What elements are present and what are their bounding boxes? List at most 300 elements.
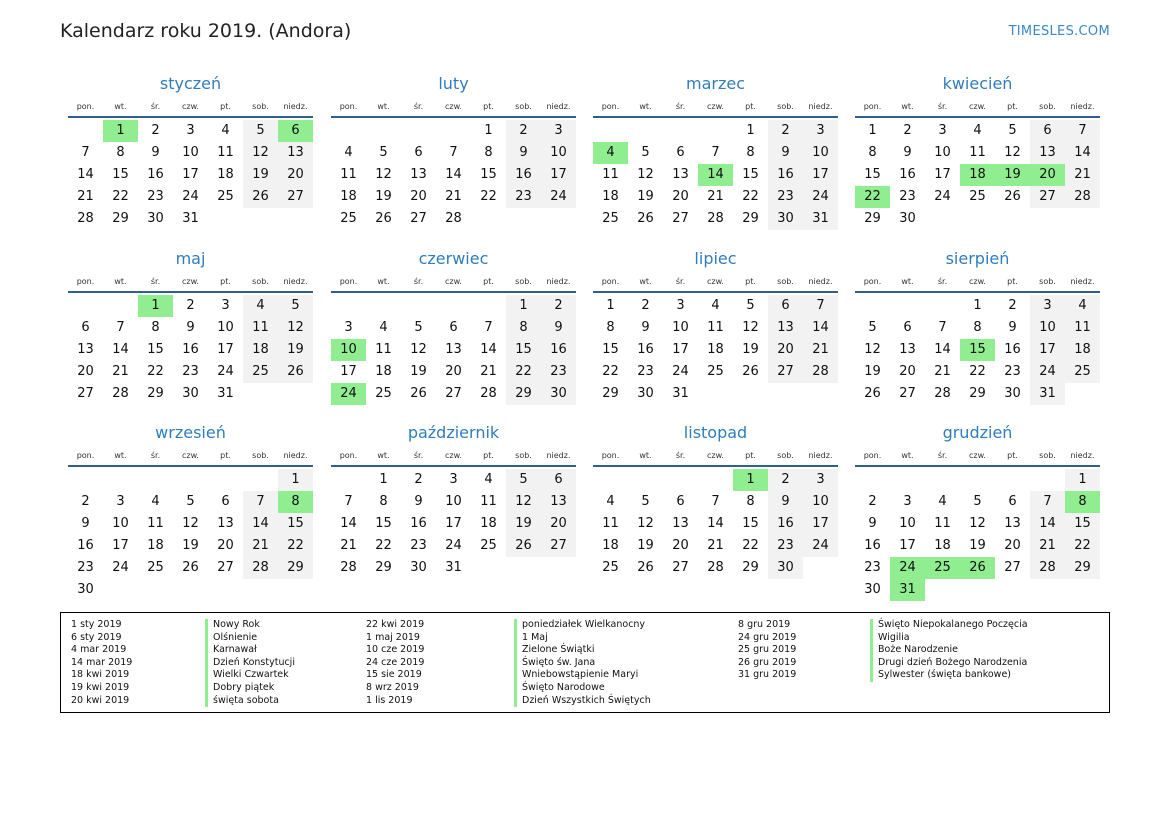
day-cell[interactable]: 15 xyxy=(960,339,995,361)
day-cell[interactable]: 26 xyxy=(742,364,759,379)
day-cell[interactable]: 25 xyxy=(217,189,234,204)
day-cell[interactable]: 1 xyxy=(484,123,493,138)
day-cell[interactable]: 2 xyxy=(768,120,803,142)
day-cell[interactable]: 31 xyxy=(445,560,462,575)
day-cell[interactable]: 15 xyxy=(480,167,497,182)
day-cell[interactable]: 29 xyxy=(969,386,986,401)
day-cell[interactable]: 3 xyxy=(541,120,576,142)
day-cell[interactable]: 4 xyxy=(344,145,353,160)
day-cell[interactable]: 18 xyxy=(340,189,357,204)
day-cell[interactable]: 19 xyxy=(375,189,392,204)
day-cell[interactable]: 1 xyxy=(606,298,615,313)
day-cell[interactable]: 11 xyxy=(480,494,497,509)
day-cell[interactable]: 21 xyxy=(77,189,94,204)
day-cell[interactable]: 11 xyxy=(969,145,986,160)
day-cell[interactable]: 7 xyxy=(711,494,720,509)
day-cell[interactable]: 26 xyxy=(960,557,995,579)
day-cell[interactable]: 22 xyxy=(742,189,759,204)
day-cell[interactable]: 3 xyxy=(186,123,195,138)
day-cell[interactable]: 21 xyxy=(707,189,724,204)
day-cell[interactable]: 5 xyxy=(379,145,388,160)
day-cell[interactable]: 17 xyxy=(899,538,916,553)
day-cell[interactable]: 28 xyxy=(803,361,838,383)
day-cell[interactable]: 13 xyxy=(278,142,313,164)
day-cell[interactable]: 25 xyxy=(602,211,619,226)
day-cell[interactable]: 23 xyxy=(899,189,916,204)
day-cell[interactable]: 27 xyxy=(1004,560,1021,575)
day-cell[interactable]: 5 xyxy=(1008,123,1017,138)
day-cell[interactable]: 16 xyxy=(637,342,654,357)
day-cell[interactable]: 25 xyxy=(969,189,986,204)
day-cell[interactable]: 1 xyxy=(379,472,388,487)
day-cell[interactable]: 2 xyxy=(186,298,195,313)
day-cell[interactable]: 8 xyxy=(151,320,160,335)
day-cell[interactable]: 9 xyxy=(506,142,541,164)
day-cell[interactable]: 6 xyxy=(768,295,803,317)
day-cell[interactable]: 26 xyxy=(375,211,392,226)
day-cell[interactable]: 14 xyxy=(934,342,951,357)
day-cell[interactable]: 25 xyxy=(243,361,278,383)
day-cell[interactable]: 6 xyxy=(676,145,685,160)
day-cell[interactable]: 2 xyxy=(641,298,650,313)
day-cell[interactable]: 30 xyxy=(77,582,94,597)
day-cell[interactable]: 2 xyxy=(868,494,877,509)
day-cell[interactable]: 5 xyxy=(414,320,423,335)
day-cell[interactable]: 16 xyxy=(410,516,427,531)
day-cell[interactable]: 30 xyxy=(637,386,654,401)
day-cell[interactable]: 18 xyxy=(960,164,995,186)
day-cell[interactable]: 9 xyxy=(768,142,803,164)
day-cell[interactable]: 8 xyxy=(973,320,982,335)
day-cell[interactable]: 21 xyxy=(707,538,724,553)
day-cell[interactable]: 8 xyxy=(278,491,313,513)
day-cell[interactable]: 12 xyxy=(637,167,654,182)
day-cell[interactable]: 6 xyxy=(221,494,230,509)
day-cell[interactable]: 7 xyxy=(938,320,947,335)
day-cell[interactable]: 21 xyxy=(112,364,129,379)
day-cell[interactable]: 3 xyxy=(676,298,685,313)
day-cell[interactable]: 11 xyxy=(1065,317,1100,339)
day-cell[interactable]: 12 xyxy=(182,516,199,531)
day-cell[interactable]: 20 xyxy=(77,364,94,379)
day-cell[interactable]: 18 xyxy=(375,364,392,379)
day-cell[interactable]: 3 xyxy=(344,320,353,335)
day-cell[interactable]: 3 xyxy=(116,494,125,509)
day-cell[interactable]: 1 xyxy=(746,123,755,138)
day-cell[interactable]: 15 xyxy=(864,167,881,182)
day-cell[interactable]: 2 xyxy=(1008,298,1017,313)
day-cell[interactable]: 22 xyxy=(742,538,759,553)
day-cell[interactable]: 27 xyxy=(410,211,427,226)
day-cell[interactable]: 4 xyxy=(379,320,388,335)
day-cell[interactable]: 30 xyxy=(410,560,427,575)
day-cell[interactable]: 24 xyxy=(890,557,925,579)
day-cell[interactable]: 28 xyxy=(707,560,724,575)
day-cell[interactable]: 28 xyxy=(934,386,951,401)
day-cell[interactable]: 11 xyxy=(707,320,724,335)
day-cell[interactable]: 6 xyxy=(541,469,576,491)
day-cell[interactable]: 3 xyxy=(449,472,458,487)
day-cell[interactable]: 23 xyxy=(410,538,427,553)
day-cell[interactable]: 10 xyxy=(217,320,234,335)
day-cell[interactable]: 7 xyxy=(449,145,458,160)
day-cell[interactable]: 17 xyxy=(217,342,234,357)
day-cell[interactable]: 12 xyxy=(742,320,759,335)
day-cell[interactable]: 9 xyxy=(414,494,423,509)
day-cell[interactable]: 4 xyxy=(711,298,720,313)
day-cell[interactable]: 8 xyxy=(116,145,125,160)
day-cell[interactable]: 12 xyxy=(637,516,654,531)
day-cell[interactable]: 30 xyxy=(541,383,576,405)
day-cell[interactable]: 26 xyxy=(1004,189,1021,204)
day-cell[interactable]: 13 xyxy=(768,317,803,339)
day-cell[interactable]: 27 xyxy=(541,535,576,557)
day-cell[interactable]: 1 xyxy=(1065,469,1100,491)
day-cell[interactable]: 30 xyxy=(147,211,164,226)
day-cell[interactable]: 6 xyxy=(81,320,90,335)
day-cell[interactable]: 5 xyxy=(243,120,278,142)
day-cell[interactable]: 25 xyxy=(480,538,497,553)
day-cell[interactable]: 8 xyxy=(746,494,755,509)
day-cell[interactable]: 28 xyxy=(77,211,94,226)
day-cell[interactable]: 20 xyxy=(217,538,234,553)
day-cell[interactable]: 19 xyxy=(742,342,759,357)
day-cell[interactable]: 21 xyxy=(934,364,951,379)
day-cell[interactable]: 13 xyxy=(77,342,94,357)
day-cell[interactable]: 3 xyxy=(903,494,912,509)
day-cell[interactable]: 12 xyxy=(864,342,881,357)
day-cell[interactable]: 29 xyxy=(742,211,759,226)
day-cell[interactable]: 23 xyxy=(182,364,199,379)
day-cell[interactable]: 4 xyxy=(593,142,628,164)
day-cell[interactable]: 7 xyxy=(81,145,90,160)
day-cell[interactable]: 12 xyxy=(506,491,541,513)
day-cell[interactable]: 1 xyxy=(868,123,877,138)
day-cell[interactable]: 10 xyxy=(803,491,838,513)
day-cell[interactable]: 7 xyxy=(1030,491,1065,513)
day-cell[interactable]: 21 xyxy=(243,535,278,557)
day-cell[interactable]: 19 xyxy=(243,164,278,186)
day-cell[interactable]: 13 xyxy=(899,342,916,357)
day-cell[interactable]: 30 xyxy=(182,386,199,401)
day-cell[interactable]: 14 xyxy=(707,516,724,531)
day-cell[interactable]: 16 xyxy=(899,167,916,182)
day-cell[interactable]: 2 xyxy=(506,120,541,142)
day-cell[interactable]: 24 xyxy=(182,189,199,204)
day-cell[interactable]: 19 xyxy=(182,538,199,553)
day-cell[interactable]: 30 xyxy=(864,582,881,597)
day-cell[interactable]: 1 xyxy=(506,295,541,317)
day-cell[interactable]: 14 xyxy=(698,164,733,186)
day-cell[interactable]: 27 xyxy=(445,386,462,401)
day-cell[interactable]: 22 xyxy=(375,538,392,553)
day-cell[interactable]: 10 xyxy=(899,516,916,531)
day-cell[interactable]: 12 xyxy=(1004,145,1021,160)
day-cell[interactable]: 26 xyxy=(637,211,654,226)
day-cell[interactable]: 13 xyxy=(672,516,689,531)
day-cell[interactable]: 27 xyxy=(217,560,234,575)
day-cell[interactable]: 17 xyxy=(340,364,357,379)
day-cell[interactable]: 16 xyxy=(541,339,576,361)
day-cell[interactable]: 5 xyxy=(973,494,982,509)
day-cell[interactable]: 22 xyxy=(855,186,890,208)
day-cell[interactable]: 19 xyxy=(278,339,313,361)
day-cell[interactable]: 2 xyxy=(81,494,90,509)
day-cell[interactable]: 19 xyxy=(995,164,1030,186)
day-cell[interactable]: 12 xyxy=(969,516,986,531)
day-cell[interactable]: 29 xyxy=(147,386,164,401)
day-cell[interactable]: 29 xyxy=(864,211,881,226)
day-cell[interactable]: 17 xyxy=(672,342,689,357)
day-cell[interactable]: 20 xyxy=(672,538,689,553)
day-cell[interactable]: 31 xyxy=(1030,383,1065,405)
day-cell[interactable]: 9 xyxy=(868,516,877,531)
day-cell[interactable]: 5 xyxy=(641,145,650,160)
day-cell[interactable]: 25 xyxy=(602,560,619,575)
day-cell[interactable]: 24 xyxy=(1030,361,1065,383)
day-cell[interactable]: 22 xyxy=(602,364,619,379)
day-cell[interactable]: 8 xyxy=(1065,491,1100,513)
day-cell[interactable]: 20 xyxy=(768,339,803,361)
day-cell[interactable]: 20 xyxy=(410,189,427,204)
day-cell[interactable]: 19 xyxy=(506,513,541,535)
day-cell[interactable]: 6 xyxy=(449,320,458,335)
day-cell[interactable]: 10 xyxy=(1030,317,1065,339)
day-cell[interactable]: 10 xyxy=(445,494,462,509)
day-cell[interactable]: 24 xyxy=(445,538,462,553)
day-cell[interactable]: 4 xyxy=(484,472,493,487)
day-cell[interactable]: 25 xyxy=(375,386,392,401)
day-cell[interactable]: 25 xyxy=(147,560,164,575)
day-cell[interactable]: 18 xyxy=(934,538,951,553)
day-cell[interactable]: 20 xyxy=(899,364,916,379)
day-cell[interactable]: 29 xyxy=(506,383,541,405)
day-cell[interactable]: 12 xyxy=(375,167,392,182)
day-cell[interactable]: 14 xyxy=(112,342,129,357)
day-cell[interactable]: 29 xyxy=(278,557,313,579)
day-cell[interactable]: 31 xyxy=(890,579,925,601)
day-cell[interactable]: 24 xyxy=(803,186,838,208)
day-cell[interactable]: 16 xyxy=(768,513,803,535)
day-cell[interactable]: 19 xyxy=(864,364,881,379)
day-cell[interactable]: 21 xyxy=(480,364,497,379)
day-cell[interactable]: 25 xyxy=(925,557,960,579)
day-cell[interactable]: 17 xyxy=(445,516,462,531)
day-cell[interactable]: 14 xyxy=(480,342,497,357)
day-cell[interactable]: 22 xyxy=(147,364,164,379)
day-cell[interactable]: 21 xyxy=(1030,535,1065,557)
day-cell[interactable]: 22 xyxy=(1065,535,1100,557)
day-cell[interactable]: 22 xyxy=(506,361,541,383)
day-cell[interactable]: 23 xyxy=(768,186,803,208)
day-cell[interactable]: 10 xyxy=(541,142,576,164)
day-cell[interactable]: 21 xyxy=(1065,164,1100,186)
day-cell[interactable]: 6 xyxy=(676,494,685,509)
day-cell[interactable]: 16 xyxy=(864,538,881,553)
day-cell[interactable]: 16 xyxy=(182,342,199,357)
day-cell[interactable]: 17 xyxy=(803,164,838,186)
day-cell[interactable]: 18 xyxy=(707,342,724,357)
day-cell[interactable]: 17 xyxy=(182,167,199,182)
day-cell[interactable]: 28 xyxy=(1065,186,1100,208)
day-cell[interactable]: 20 xyxy=(672,189,689,204)
site-link[interactable]: TIMESLES.COM xyxy=(1008,24,1110,39)
day-cell[interactable]: 8 xyxy=(506,317,541,339)
day-cell[interactable]: 8 xyxy=(868,145,877,160)
day-cell[interactable]: 9 xyxy=(541,317,576,339)
day-cell[interactable]: 15 xyxy=(112,167,129,182)
day-cell[interactable]: 18 xyxy=(602,189,619,204)
day-cell[interactable]: 17 xyxy=(112,538,129,553)
day-cell[interactable]: 7 xyxy=(116,320,125,335)
day-cell[interactable]: 7 xyxy=(484,320,493,335)
day-cell[interactable]: 14 xyxy=(340,516,357,531)
day-cell[interactable]: 2 xyxy=(768,469,803,491)
day-cell[interactable]: 7 xyxy=(1065,120,1100,142)
day-cell[interactable]: 2 xyxy=(541,295,576,317)
day-cell[interactable]: 13 xyxy=(410,167,427,182)
day-cell[interactable]: 29 xyxy=(742,560,759,575)
day-cell[interactable]: 3 xyxy=(1030,295,1065,317)
day-cell[interactable]: 23 xyxy=(1004,364,1021,379)
day-cell[interactable]: 21 xyxy=(803,339,838,361)
day-cell[interactable]: 9 xyxy=(903,145,912,160)
day-cell[interactable]: 6 xyxy=(903,320,912,335)
day-cell[interactable]: 17 xyxy=(1030,339,1065,361)
day-cell[interactable]: 20 xyxy=(541,513,576,535)
day-cell[interactable]: 4 xyxy=(221,123,230,138)
day-cell[interactable]: 24 xyxy=(331,383,366,405)
day-cell[interactable]: 4 xyxy=(243,295,278,317)
day-cell[interactable]: 4 xyxy=(606,494,615,509)
day-cell[interactable]: 26 xyxy=(864,386,881,401)
day-cell[interactable]: 9 xyxy=(768,491,803,513)
day-cell[interactable]: 18 xyxy=(602,538,619,553)
day-cell[interactable]: 4 xyxy=(1065,295,1100,317)
day-cell[interactable]: 23 xyxy=(147,189,164,204)
day-cell[interactable]: 20 xyxy=(445,364,462,379)
day-cell[interactable]: 11 xyxy=(934,516,951,531)
day-cell[interactable]: 23 xyxy=(541,361,576,383)
day-cell[interactable]: 23 xyxy=(768,535,803,557)
day-cell[interactable]: 14 xyxy=(1030,513,1065,535)
day-cell[interactable]: 26 xyxy=(410,386,427,401)
day-cell[interactable]: 27 xyxy=(278,186,313,208)
day-cell[interactable]: 31 xyxy=(803,208,838,230)
day-cell[interactable]: 1 xyxy=(278,469,313,491)
day-cell[interactable]: 29 xyxy=(375,560,392,575)
day-cell[interactable]: 16 xyxy=(506,164,541,186)
day-cell[interactable]: 27 xyxy=(899,386,916,401)
day-cell[interactable]: 18 xyxy=(243,339,278,361)
day-cell[interactable]: 12 xyxy=(410,342,427,357)
day-cell[interactable]: 1 xyxy=(138,295,173,317)
day-cell[interactable]: 27 xyxy=(77,386,94,401)
day-cell[interactable]: 30 xyxy=(899,211,916,226)
day-cell[interactable]: 19 xyxy=(637,189,654,204)
day-cell[interactable]: 10 xyxy=(934,145,951,160)
day-cell[interactable]: 25 xyxy=(707,364,724,379)
day-cell[interactable]: 15 xyxy=(602,342,619,357)
day-cell[interactable]: 24 xyxy=(112,560,129,575)
day-cell[interactable]: 17 xyxy=(803,513,838,535)
day-cell[interactable]: 24 xyxy=(803,535,838,557)
day-cell[interactable]: 17 xyxy=(934,167,951,182)
day-cell[interactable]: 19 xyxy=(410,364,427,379)
day-cell[interactable]: 13 xyxy=(445,342,462,357)
day-cell[interactable]: 6 xyxy=(1030,120,1065,142)
day-cell[interactable]: 14 xyxy=(445,167,462,182)
day-cell[interactable]: 15 xyxy=(375,516,392,531)
day-cell[interactable]: 29 xyxy=(602,386,619,401)
day-cell[interactable]: 18 xyxy=(217,167,234,182)
day-cell[interactable]: 31 xyxy=(217,386,234,401)
day-cell[interactable]: 2 xyxy=(414,472,423,487)
day-cell[interactable]: 22 xyxy=(969,364,986,379)
day-cell[interactable]: 13 xyxy=(672,167,689,182)
day-cell[interactable]: 28 xyxy=(445,211,462,226)
day-cell[interactable]: 27 xyxy=(768,361,803,383)
day-cell[interactable]: 10 xyxy=(672,320,689,335)
day-cell[interactable]: 28 xyxy=(480,386,497,401)
day-cell[interactable]: 18 xyxy=(1065,339,1100,361)
day-cell[interactable]: 14 xyxy=(1065,142,1100,164)
day-cell[interactable]: 30 xyxy=(768,208,803,230)
day-cell[interactable]: 13 xyxy=(217,516,234,531)
day-cell[interactable]: 7 xyxy=(243,491,278,513)
day-cell[interactable]: 12 xyxy=(243,142,278,164)
day-cell[interactable]: 1 xyxy=(973,298,982,313)
day-cell[interactable]: 10 xyxy=(803,142,838,164)
day-cell[interactable]: 20 xyxy=(1004,538,1021,553)
day-cell[interactable]: 24 xyxy=(541,186,576,208)
day-cell[interactable]: 15 xyxy=(742,516,759,531)
day-cell[interactable]: 17 xyxy=(541,164,576,186)
day-cell[interactable]: 28 xyxy=(243,557,278,579)
day-cell[interactable]: 6 xyxy=(1008,494,1017,509)
day-cell[interactable]: 11 xyxy=(602,167,619,182)
day-cell[interactable]: 5 xyxy=(641,494,650,509)
day-cell[interactable]: 26 xyxy=(182,560,199,575)
day-cell[interactable]: 11 xyxy=(375,342,392,357)
day-cell[interactable]: 25 xyxy=(340,211,357,226)
day-cell[interactable]: 26 xyxy=(243,186,278,208)
day-cell[interactable]: 1 xyxy=(733,469,768,491)
day-cell[interactable]: 8 xyxy=(484,145,493,160)
day-cell[interactable]: 15 xyxy=(147,342,164,357)
day-cell[interactable]: 9 xyxy=(151,145,160,160)
day-cell[interactable]: 15 xyxy=(1065,513,1100,535)
day-cell[interactable]: 5 xyxy=(868,320,877,335)
day-cell[interactable]: 11 xyxy=(217,145,234,160)
day-cell[interactable]: 13 xyxy=(1030,142,1065,164)
day-cell[interactable]: 2 xyxy=(903,123,912,138)
day-cell[interactable]: 7 xyxy=(344,494,353,509)
day-cell[interactable]: 18 xyxy=(147,538,164,553)
day-cell[interactable]: 7 xyxy=(803,295,838,317)
day-cell[interactable]: 25 xyxy=(1065,361,1100,383)
day-cell[interactable]: 20 xyxy=(278,164,313,186)
day-cell[interactable]: 27 xyxy=(1030,186,1065,208)
day-cell[interactable]: 10 xyxy=(112,516,129,531)
day-cell[interactable]: 1 xyxy=(103,120,138,142)
day-cell[interactable]: 14 xyxy=(803,317,838,339)
day-cell[interactable]: 8 xyxy=(606,320,615,335)
day-cell[interactable]: 30 xyxy=(768,557,803,579)
day-cell[interactable]: 12 xyxy=(278,317,313,339)
day-cell[interactable]: 16 xyxy=(77,538,94,553)
day-cell[interactable]: 13 xyxy=(1004,516,1021,531)
